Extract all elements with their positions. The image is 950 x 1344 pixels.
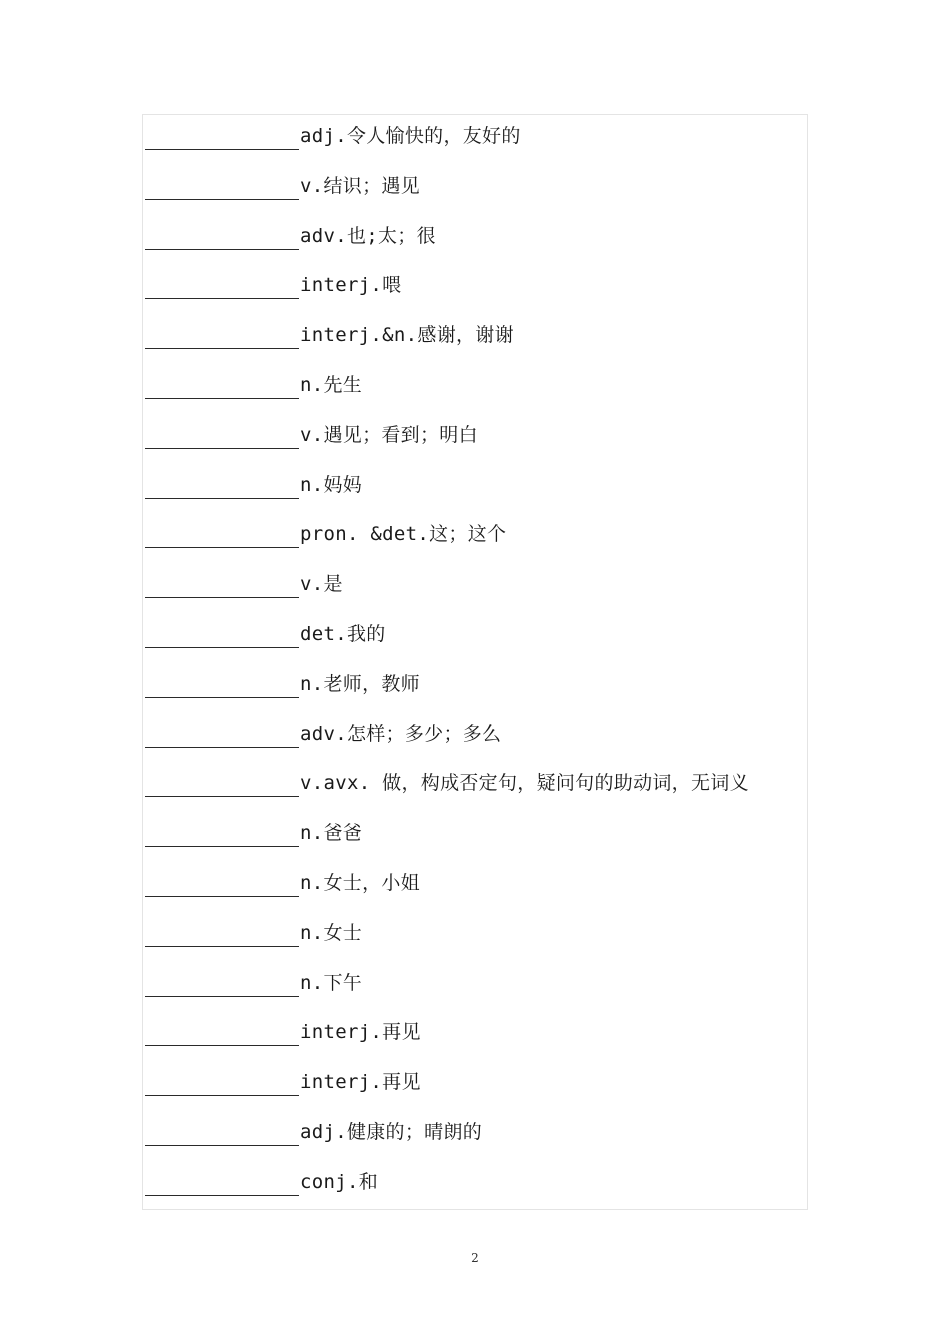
entry-meaning: adj.健康的；晴朗的 [300,1120,483,1143]
vocabulary-list [145,123,809,1219]
answer-blank[interactable] [145,422,299,449]
vocab-entry [145,472,809,522]
vocab-entry [145,223,809,273]
vocab-entry [145,123,809,173]
answer-blank[interactable] [145,173,299,200]
entry-meaning: v.avx. 做，构成否定句，疑问句的助动词，无词义 [300,772,749,795]
vocab-entry [145,173,809,223]
page-number: 2 [471,1251,479,1265]
entry-meaning: adv.也;太；很 [300,224,436,247]
answer-blank[interactable] [145,223,299,250]
answer-blank[interactable] [145,272,299,299]
answer-blank[interactable] [145,770,299,797]
vocab-entry [145,272,809,322]
vocab-entry [145,970,809,1020]
vocab-entry [145,820,809,870]
entry-meaning: interj.再见 [300,1021,421,1044]
entry-meaning: v.是 [300,573,343,596]
vocab-entry [145,1169,809,1219]
answer-blank[interactable] [145,521,299,548]
answer-blank[interactable] [145,621,299,648]
answer-blank[interactable] [145,820,299,847]
vocab-entry [145,770,809,820]
vocab-entry [145,920,809,970]
entry-meaning: n.先生 [300,373,363,396]
entry-meaning: det.我的 [300,622,386,645]
vocab-entry [145,671,809,721]
entry-meaning: adv.怎样；多少；多么 [300,722,502,745]
entry-meaning: v.结识；遇见 [300,174,420,197]
vocab-entry [145,372,809,422]
vocab-entry [145,521,809,571]
answer-blank[interactable] [145,671,299,698]
vocab-entry [145,1069,809,1119]
vocab-entry [145,1019,809,1069]
vocab-entry [145,422,809,472]
entry-meaning: v.遇见；看到；明白 [300,423,478,446]
answer-blank[interactable] [145,870,299,897]
answer-blank[interactable] [145,472,299,499]
vocab-entry [145,721,809,771]
answer-blank[interactable] [145,1169,299,1196]
entry-meaning: n.妈妈 [300,473,363,496]
answer-blank[interactable] [145,1019,299,1046]
vocab-entry [145,322,809,372]
entry-meaning: interj.&n.感谢，谢谢 [300,324,514,347]
answer-blank[interactable] [145,322,299,349]
entry-meaning: adj.令人愉快的，友好的 [300,125,521,147]
answer-blank[interactable] [145,1119,299,1146]
entry-meaning: n.下午 [300,971,363,994]
answer-blank[interactable] [145,970,299,997]
entry-meaning: n.爸爸 [300,822,363,845]
answer-blank[interactable] [145,123,299,150]
answer-blank[interactable] [145,372,299,399]
vocab-entry [145,870,809,920]
entry-meaning: conj.和 [300,1170,378,1193]
entry-meaning: interj.喂 [300,274,402,297]
answer-blank[interactable] [145,721,299,748]
vocab-entry [145,621,809,671]
entry-meaning: n.女士 [300,921,363,944]
vocab-entry [145,1119,809,1169]
answer-blank[interactable] [145,571,299,598]
answer-blank[interactable] [145,920,299,947]
answer-blank[interactable] [145,1069,299,1096]
vocab-entry [145,571,809,621]
entry-meaning: n.女士，小姐 [300,871,420,894]
entry-meaning: n.老师，教师 [300,672,420,695]
vocabulary-worksheet [142,114,808,1210]
entry-meaning: pron. &det.这；这个 [300,523,507,546]
entry-meaning: interj.再见 [300,1071,421,1094]
